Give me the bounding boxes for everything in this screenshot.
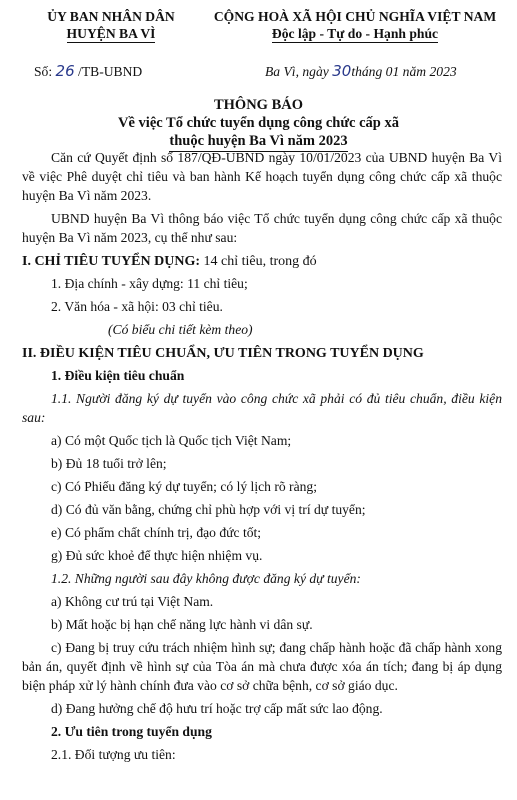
document-title: [0, 96, 517, 152]
subsection-2-1: 2.1. Đối tượng ưu tiên:: [51, 747, 176, 762]
nation-name: CỘNG HOÀ XÃ HỘI CHỦ NGHĨA VIỆT NAM: [213, 9, 497, 24]
section-1-rest: 14 chỉ tiêu, trong đó: [200, 254, 317, 269]
condition-a: a) Có một Quốc tịch là Quốc tịch Việt Nam;: [51, 433, 292, 448]
condition-d: d) Có đủ văn bằng, chứng chỉ phù hợp với vị trí dự tuyển;: [51, 502, 366, 517]
subsection-1-heading: 1. Điều kiện tiêu chuẩn: [51, 368, 185, 383]
condition-b: b) Đủ 18 tuổi trở lên;: [51, 456, 167, 471]
handwritten-number: 26: [55, 62, 75, 80]
subsection-1-1: 1.1. Người đăng ký dự tuyển vào công chức xã phải có đủ tiêu chuẩn, điều kiện sau:: [22, 391, 502, 425]
condition-e: e) Có phẩm chất chính trị, đạo đức tốt;: [51, 525, 262, 540]
exclusion-a: a) Không cư trú tại Việt Nam.: [51, 594, 214, 609]
section-2-heading: II. ĐIỀU KIỆN TIÊU CHUẨN, ƯU TIÊN TRONG TUYỂN DỤNG: [22, 346, 424, 361]
subsection-1-2: 1.2. Những người sau đây không được đăng ký dự tuyển:: [51, 571, 361, 586]
document-body: [22, 148, 502, 768]
quota-item-2: 2. Văn hóa - xã hội: 03 chỉ tiêu.: [51, 299, 223, 314]
announcement-paragraph: UBND huyện Ba Vì thông báo việc Tổ chức tuyển dụng công chức cấp xã thuộc huyện Ba Vì năm 2023, cụ thể như sau:: [22, 211, 502, 245]
exclusion-c: c) Đang bị truy cứu trách nhiệm hình sự; đang chấp hành hoặc đã chấp hành xong bản án, quyết định về hình sự của Tòa án mà chưa được xóa án tích; đang bị áp dụng biện pháp xử lý hành chính đưa vào cơ sở chữa bệnh, cơ sở giáo dục.: [22, 640, 502, 693]
nation-motto: Độc lập - Tự do - Hạnh phúc: [271, 26, 439, 41]
quota-item-1: 1. Địa chính - xây dựng: 11 chỉ tiêu;: [51, 276, 248, 291]
subsection-2-heading: 2. Ưu tiên trong tuyển dụng: [51, 724, 212, 739]
date-prefix: Ba Vì, ngày: [265, 64, 329, 79]
issuing-authority: [22, 8, 200, 43]
number-suffix: /TB-UBND: [78, 64, 143, 79]
title-line-1: THÔNG BÁO: [213, 97, 304, 113]
document-number: [34, 62, 142, 80]
handwritten-day: 30: [332, 62, 352, 80]
quota-note: (Có biểu chi tiết kèm theo): [108, 322, 253, 337]
exclusion-b: b) Mất hoặc bị hạn chế năng lực hành vi dân sự.: [51, 617, 313, 632]
number-prefix: Số:: [34, 64, 53, 79]
legal-basis-paragraph: Căn cứ Quyết định số 187/QĐ-UBND ngày 10/01/2023 của UBND huyện Ba Vì về việc Phê duyệt chỉ tiêu và ban hành Kế hoạch tuyển dụng công chức cấp xã thuộc huyện Ba Vì năm 2023.: [22, 150, 502, 203]
condition-c: c) Có Phiếu đăng ký dự tuyển; có lý lịch rõ ràng;: [51, 479, 317, 494]
title-line-2: Về việc Tổ chức tuyển dụng công chức cấp xã: [118, 115, 399, 131]
section-1-title: I. CHỈ TIÊU TUYỂN DỤNG:: [22, 254, 201, 269]
title-line-3: thuộc huyện Ba Vì năm 2023: [169, 132, 347, 152]
national-motto: [196, 8, 514, 43]
section-1-heading: [22, 251, 502, 272]
exclusion-d: d) Đang hưởng chế độ hưu trí hoặc trợ cấp mất sức lao động.: [51, 701, 383, 716]
condition-g: g) Đủ sức khoẻ để thực hiện nhiệm vụ.: [51, 548, 263, 563]
authority-line-2: HUYỆN BA VÌ: [66, 26, 156, 41]
date-suffix: tháng 01 năm 2023: [351, 64, 457, 79]
authority-line-1: ỦY BAN NHÂN DÂN: [47, 9, 175, 24]
document-date: [265, 62, 457, 80]
